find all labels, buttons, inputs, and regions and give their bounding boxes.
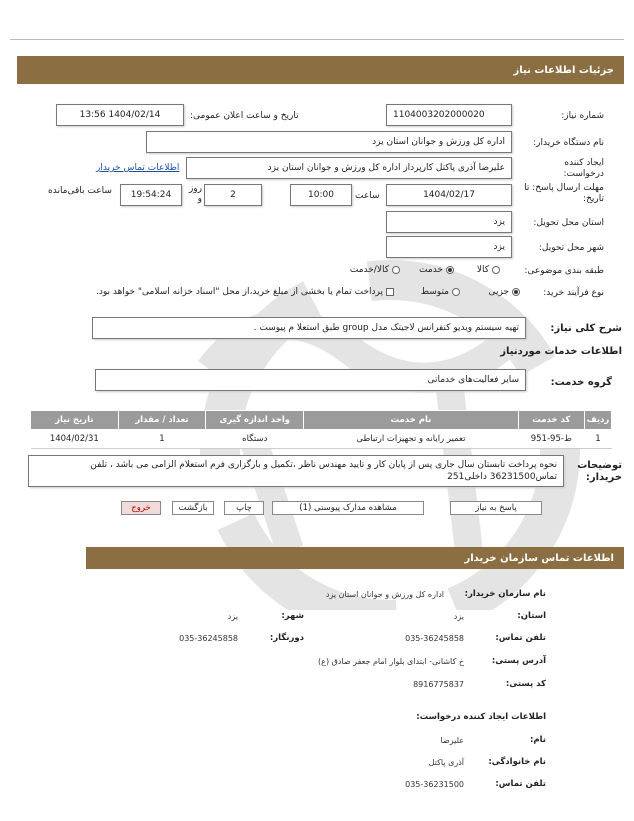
purchase-option-minor[interactable]: جزیی bbox=[488, 287, 520, 297]
requester-name-label: نام: bbox=[529, 735, 546, 745]
contact-province-value: یزد bbox=[453, 612, 464, 621]
contact-fax-value: 035-36245858 bbox=[179, 634, 238, 643]
top-divider bbox=[10, 39, 624, 40]
creator-field: علیرضا آذری پاکتل کارپرداز اداره کل ورزش و جوانان استان یزد bbox=[186, 157, 512, 179]
buyer-org-field: اداره کل ورزش و جوانان استان یزد bbox=[146, 131, 512, 153]
deadline-time-field: 10:00 bbox=[290, 184, 352, 206]
purchase-type-label: نوع فرآیند خرید: bbox=[543, 288, 604, 298]
requester-phone-value: 035-36231500 bbox=[405, 780, 464, 789]
page-header bbox=[17, 56, 624, 84]
radio-medium[interactable] bbox=[452, 288, 460, 296]
days-label: روز و bbox=[188, 184, 202, 204]
radio-minor[interactable] bbox=[512, 288, 520, 296]
contact-province-label: استان: bbox=[517, 611, 546, 621]
deadline-label: مهلت ارسال پاسخ: تا تاریخ: bbox=[524, 183, 604, 204]
table-cell: 1 bbox=[118, 430, 206, 449]
summary-field: تهیه سیستم ویدیو کنفرانس لاجیتک مدل group طبق استعلا م پیوست . bbox=[92, 317, 526, 339]
category-label: طبقه بندی موضوعی: bbox=[524, 266, 604, 276]
table-cell: دستگاه bbox=[206, 430, 304, 449]
col-header: نام خدمت bbox=[304, 411, 518, 430]
deadline-date-field: 1404/02/17 bbox=[386, 184, 512, 206]
radio-goods[interactable] bbox=[492, 266, 500, 274]
buyer-notes-field: نحوه پرداخت تابستان سال جاری پس از پایان کار و تایید مهندس ناظر ،تکمیل و بارگزاری فرم استعلام الزامی می باشد ، تلفن تماس36231500 داخلی251 bbox=[28, 455, 564, 487]
deadline-time-label: ساعت bbox=[355, 191, 380, 201]
summary-label: شرح کلی نیاز: bbox=[550, 323, 622, 334]
days-field: 2 bbox=[204, 184, 262, 206]
print-button[interactable]: چاپ bbox=[224, 501, 264, 515]
requester-name-value: علیرضا bbox=[440, 736, 464, 745]
need-number-field: 1104003202000020 bbox=[386, 104, 512, 126]
services-title: اطلاعات خدمات موردنیاز bbox=[500, 346, 622, 357]
radio-goods-service[interactable] bbox=[392, 266, 400, 274]
attachments-button[interactable]: مشاهده مدارک پیوستی (1) bbox=[272, 501, 424, 515]
delivery-city-label: شهر محل تحویل: bbox=[538, 243, 604, 253]
buyer-org-label: نام دستگاه خریدار: bbox=[533, 138, 604, 148]
contact-postal-value: 8916775837 bbox=[413, 680, 464, 689]
treasury-option[interactable]: پرداخت تمام یا بخشی از مبلغ خرید،از محل "اسناد خزانه اسلامی" خواهد بود. bbox=[96, 287, 394, 297]
reply-button[interactable]: پاسخ به نیاز bbox=[450, 501, 542, 515]
radio-service[interactable] bbox=[446, 266, 454, 274]
table-cell: 1 bbox=[585, 430, 612, 449]
services-table bbox=[30, 410, 612, 449]
contact-org-value: اداره کل ورزش و جوانان استان یزد bbox=[325, 590, 444, 599]
category-option-service[interactable]: خدمت bbox=[419, 265, 454, 275]
requester-family-value: آذری پاکتل bbox=[428, 758, 464, 767]
category-option-goods[interactable]: کالا bbox=[477, 265, 500, 275]
service-group-label: گروه خدمت: bbox=[550, 377, 612, 388]
contact-phone-value: 035-36245858 bbox=[405, 634, 464, 643]
table-row bbox=[31, 430, 612, 449]
remaining-time-field: 19:54:24 bbox=[120, 184, 182, 206]
col-header: واحد اندازه گیری bbox=[206, 411, 304, 430]
purchase-option-medium[interactable]: متوسط bbox=[421, 287, 460, 297]
buyer-contact-link[interactable]: اطلاعات تماس خریدار bbox=[96, 163, 180, 173]
page-title: جزئیات اطلاعات نیاز bbox=[513, 64, 614, 76]
table-cell: ط-95-951 bbox=[518, 430, 584, 449]
requester-title: اطلاعات ایجاد کننده درخواست: bbox=[416, 712, 546, 722]
contact-postal-label: کد پستی: bbox=[505, 679, 546, 689]
announce-datetime-label: تاریخ و ساعت اعلان عمومی: bbox=[190, 111, 299, 121]
delivery-province-field: یزد bbox=[386, 211, 512, 233]
contact-phone-label: تلفن تماس: bbox=[495, 633, 546, 643]
creator-label: ایجاد کننده درخواست: bbox=[563, 158, 604, 179]
category-option-goods-service[interactable]: کالا/خدمت bbox=[350, 265, 400, 275]
contact-city-label: شهر: bbox=[281, 611, 304, 621]
treasury-checkbox[interactable] bbox=[386, 288, 394, 296]
table-header-row bbox=[31, 411, 612, 430]
delivery-province-label: استان محل تحویل: bbox=[533, 218, 604, 228]
requester-family-label: نام خانوادگی: bbox=[488, 757, 546, 767]
contact-city-value: یزد bbox=[227, 612, 238, 621]
col-header: ردیف bbox=[585, 411, 612, 430]
table-cell: تعمیر رایانه و تجهیزات ارتباطی bbox=[304, 430, 518, 449]
buyer-contact-header bbox=[86, 547, 624, 569]
delivery-city-field: یزد bbox=[386, 236, 512, 258]
contact-org-label: نام سازمان خریدار: bbox=[464, 589, 546, 599]
contact-address-label: آدرس پستی: bbox=[491, 656, 546, 666]
table-cell: 1404/02/31 bbox=[31, 430, 119, 449]
contact-fax-label: دورنگار: bbox=[269, 633, 304, 643]
need-number-label: شماره نیاز: bbox=[561, 111, 604, 121]
col-header: کد خدمت bbox=[518, 411, 584, 430]
col-header: تعداد / مقدار bbox=[118, 411, 206, 430]
col-header: تاریخ نیاز bbox=[31, 411, 119, 430]
contact-address-value: خ کاشانی- ابتدای بلوار امام جعفر صادق (ع) bbox=[318, 657, 464, 666]
exit-button[interactable]: خروج bbox=[121, 501, 161, 515]
back-button[interactable]: بازگشت bbox=[172, 501, 214, 515]
service-group-field: سایر فعالیت‌های خدماتی bbox=[95, 369, 526, 391]
requester-phone-label: تلفن تماس: bbox=[495, 779, 546, 789]
buyer-contact-title: اطلاعات تماس سازمان خریدار bbox=[464, 552, 614, 564]
announce-datetime-field: 1404/02/14 13:56 bbox=[56, 104, 184, 126]
buyer-notes-label: توضیحات خریدار: bbox=[577, 460, 622, 483]
remaining-time-label: ساعت باقی‌مانده bbox=[48, 186, 112, 196]
